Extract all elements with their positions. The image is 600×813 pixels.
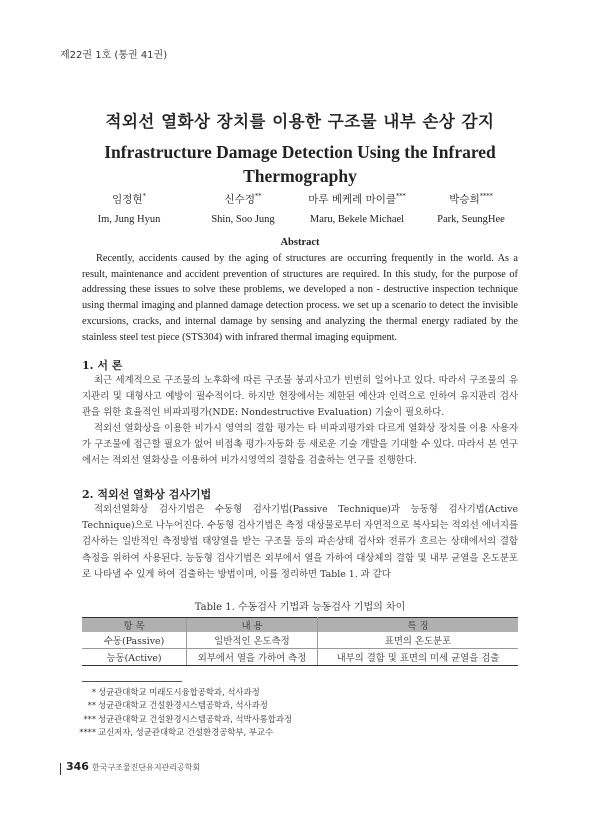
journal-name: 한국구조물진단유지관리공학회 bbox=[92, 763, 201, 772]
comparison-table bbox=[82, 617, 518, 666]
table-cell: 외부에서 열을 가하여 측정 bbox=[187, 649, 318, 666]
footnote-mark: *** bbox=[83, 713, 96, 724]
abstract-heading: Abstract bbox=[280, 237, 320, 248]
footnotes bbox=[72, 686, 372, 740]
footnote bbox=[72, 686, 372, 699]
section-2-heading: 2. 적외선 열화상 검사기법 bbox=[82, 488, 212, 501]
table-cell: 일반적인 온도측정 bbox=[187, 632, 318, 649]
author-mark: * bbox=[142, 192, 146, 200]
table-cell: 능동(Active) bbox=[82, 649, 187, 666]
section-1-paragraph-1: 최근 세계적으로 구조물의 노후화에 따른 구조물 붕괴사고가 빈번히 일어나고 있다. 따라서 구조물의 유지관리 및 대형사고 예방이 필수적이다. 하지만 현장에서는 제한된 예산과 인력으로 인하여 유지관리 검사관을 위한 효율적인 비파괴평가(NDE: Nondestructive Evaluation) 기술이 필요하다. bbox=[82, 375, 518, 419]
author-mark: *** bbox=[396, 192, 406, 200]
footnote-text: 교신저자, 성균관대학교 건설환경공학부, 부교수 bbox=[98, 727, 274, 738]
footnote bbox=[72, 726, 372, 739]
author-name-en: Park, SeungHee bbox=[437, 213, 505, 225]
footnote-text: 성균관대학교 건설환경시스템공학과, 석사과정 bbox=[98, 700, 268, 711]
section-2-paragraph-1: 적외선열화상 검사기법은 수동형 검사기법(Passive Technique)과 능동형 검사기법(Active Technique)으로 나누어진다. 수동형 검사기법은 측정 대상물로부터 자연적으로 복사되는 적외선 에너지를 검사하는 일반적인 측정방법 태양열을 받는 구조물 등의 파손상태 검사와 전류가 흐르는 상태에서의 결함 측정을 위하여 사용된다. 능동형 검사기법은 외부에서 열을 가하여 대상체의 결함 및 내부 균열을 온도분포로 나타낼 수 있게 하여 검출하는 방법이며, 이를 정리하면 Table 1. 과 같다 bbox=[82, 504, 518, 580]
table-caption: Table 1. 수동검사 기법과 능동검사 기법의 차이 bbox=[194, 602, 406, 613]
page-number: 346 bbox=[66, 760, 89, 773]
footnote-mark: * bbox=[91, 687, 96, 697]
author-name-en: Shin, Soo Jung bbox=[211, 213, 275, 225]
footnote-rule bbox=[82, 681, 182, 682]
author-name-en: Im, Jung Hyun bbox=[97, 213, 161, 225]
abstract-text: Recently, accidents caused by the aging of structures are occurring frequently in the world. As a result, maintenance and accident prevention of structures are required. In this study, for the purpose of addressing these issues to solve these problems, we developed a non - destructive inspection technique using thermal imaging and planned damage detection process. we set up a scenario to detect the invisible excursions, cracks, and internal damage by sensing and analyzing the thermal energy radiated by the stainless steel test piece (STS304) with infrared thermal imaging equipment. bbox=[82, 253, 518, 343]
author-mark: ** bbox=[254, 192, 262, 200]
paper-title-english: Infrastructure Damage Detection Using the Infrared Thermography bbox=[104, 142, 496, 186]
table-header-cell: 내 용 bbox=[187, 618, 318, 633]
author-name-ko: 임정현 bbox=[112, 193, 143, 206]
table-header-cell: 항 목 bbox=[82, 618, 187, 633]
author-1 bbox=[72, 189, 186, 227]
footnote bbox=[72, 699, 372, 712]
footnote-text: 성균관대학교 건설환경시스템공학과, 석박사통합과정 bbox=[98, 713, 293, 724]
author-name-ko: 마루 베케레 마이클 bbox=[308, 193, 397, 206]
author-name-ko: 신수정 bbox=[224, 193, 255, 206]
paper-title-korean: 적외선 열화상 장치를 이용한 구조물 내부 손상 감지 bbox=[105, 112, 495, 131]
author-name-en: Maru, Bekele Michael bbox=[309, 213, 405, 225]
table-row bbox=[82, 632, 518, 649]
table-cell: 내부의 결함 및 표면의 미세 균열을 검출 bbox=[317, 649, 518, 666]
volume-info: 제22권 1호 (통권 41권) bbox=[60, 50, 168, 61]
author-name-ko: 박승희 bbox=[449, 193, 480, 206]
author-list bbox=[72, 189, 528, 227]
author-3 bbox=[300, 189, 414, 227]
footnote bbox=[72, 713, 372, 726]
footnote-text: 성균관대학교 미래도시융합공학과, 석사과정 bbox=[98, 687, 260, 697]
footnote-mark: **** bbox=[79, 727, 96, 738]
section-1-heading: 1. 서 론 bbox=[82, 359, 123, 372]
table-cell: 수동(Passive) bbox=[82, 632, 187, 649]
author-4 bbox=[414, 189, 528, 227]
author-2 bbox=[186, 189, 300, 227]
section-1-paragraph-2: 적외선 열화상을 이용한 비가시 영역의 결함 평가는 타 비파괴평가와 다르게 열화상 장치를 이용 사용자가 구조물에 접근할 필요가 없어 비접촉 평가·자동화 등 새로운 기술 개발을 기대할 수 있다. 따라서 본 연구에서는 적외선 열화상을 이용하여 비가시영역의 결함을 검출하는 연구를 진행한다. bbox=[82, 423, 518, 467]
footnote-mark: ** bbox=[87, 700, 96, 711]
table-header-row bbox=[82, 618, 518, 633]
table-cell: 표면의 온도분포 bbox=[317, 632, 518, 649]
author-mark: **** bbox=[479, 192, 493, 200]
table-row bbox=[82, 649, 518, 666]
folio-bar bbox=[60, 763, 61, 775]
table-header-cell: 특 징 bbox=[317, 618, 518, 633]
